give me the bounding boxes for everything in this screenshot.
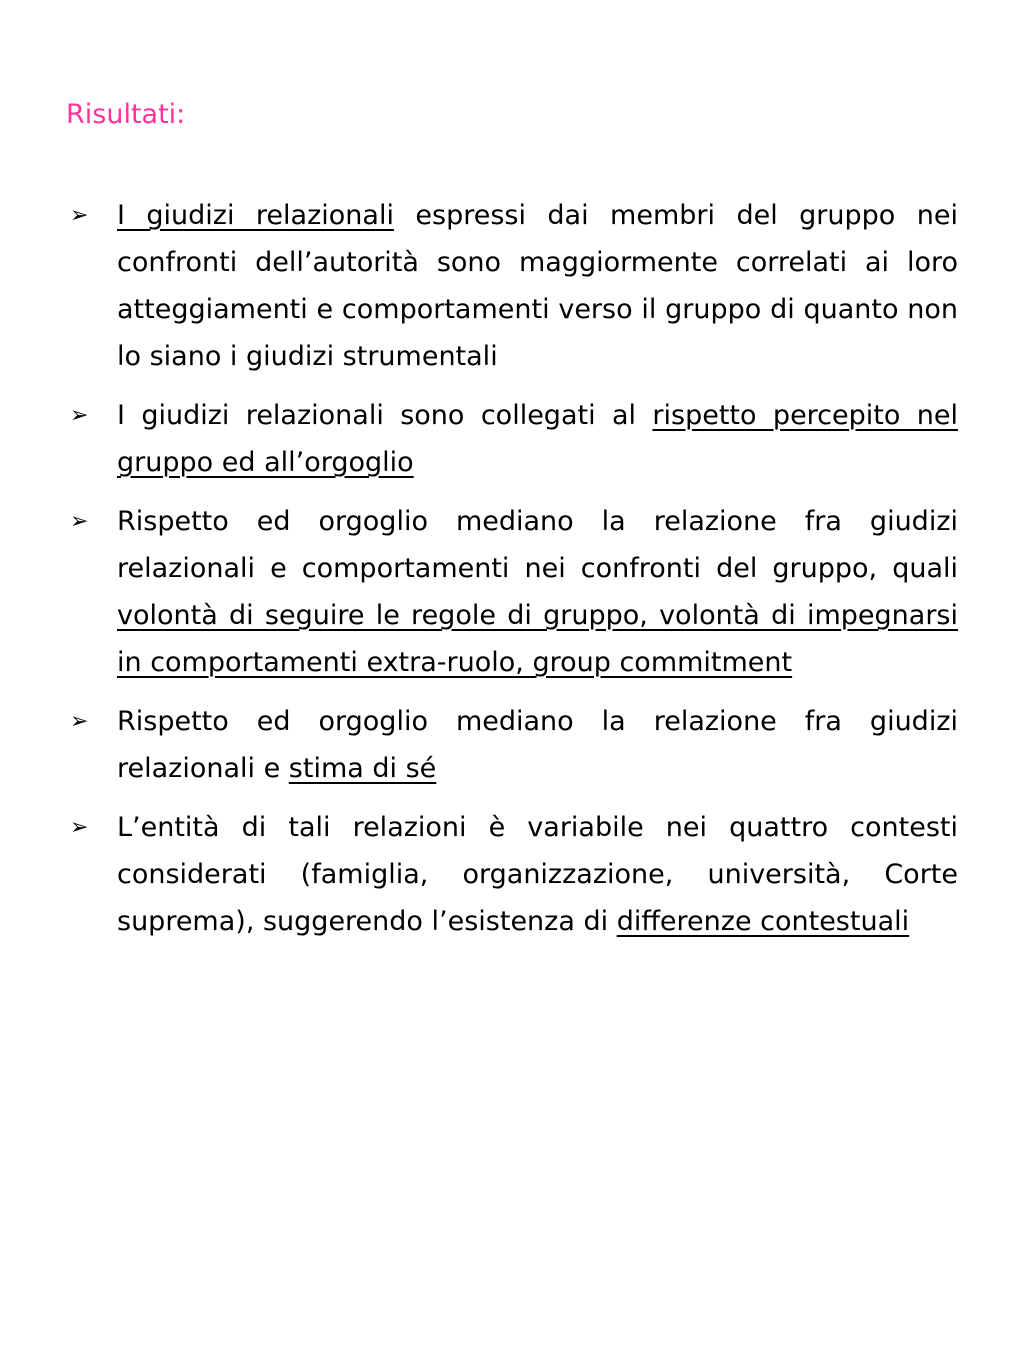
- bullet-text: Rispetto ed orgoglio mediano la relazione fra giudizi relazionali e comportamenti nei confronti del gruppo, quali: [117, 506, 958, 584]
- underlined-phrase: stima di sé: [288, 753, 437, 784]
- bullet-text: L’entità di tali relazioni è variabile nei quattro contesti considerati (famiglia, organizzazione, università, Corte suprema), suggerendo l’esistenza di: [117, 812, 958, 937]
- underlined-phrase: differenze contestuali: [616, 906, 910, 937]
- bullet-list: [66, 192, 958, 957]
- bullet-text: Rispetto ed orgoglio mediano la relazione fra giudizi relazionali e: [117, 706, 958, 784]
- arrowhead-bullet-icon: ➢: [70, 815, 89, 840]
- bullet-item: [66, 498, 958, 686]
- underlined-phrase: I giudizi relazionali: [117, 200, 394, 231]
- underlined-phrase: volontà di seguire le regole di gruppo, volontà di impegnarsi in comportamenti extra-ruolo, group commitment: [117, 600, 958, 678]
- bullet-text: I giudizi relazionali sono collegati al: [117, 400, 653, 431]
- bullet-text: espressi dai membri del gruppo nei confronti dell’autorità sono maggiormente correlati ai loro atteggiamenti e comportamenti verso il gruppo di quanto non lo siano i giudizi strumentali: [117, 200, 958, 372]
- arrowhead-bullet-icon: ➢: [70, 509, 89, 534]
- bullet-item: [66, 804, 958, 945]
- bullet-item: [66, 192, 958, 380]
- arrowhead-bullet-icon: ➢: [70, 709, 89, 734]
- arrowhead-bullet-icon: ➢: [70, 203, 89, 228]
- underlined-phrase: rispetto percepito nel gruppo ed all’orgoglio: [117, 400, 958, 478]
- arrowhead-bullet-icon: ➢: [70, 403, 89, 428]
- slide-title: Risultati:: [66, 99, 186, 130]
- bullet-item: [66, 698, 958, 792]
- bullet-item: [66, 392, 958, 486]
